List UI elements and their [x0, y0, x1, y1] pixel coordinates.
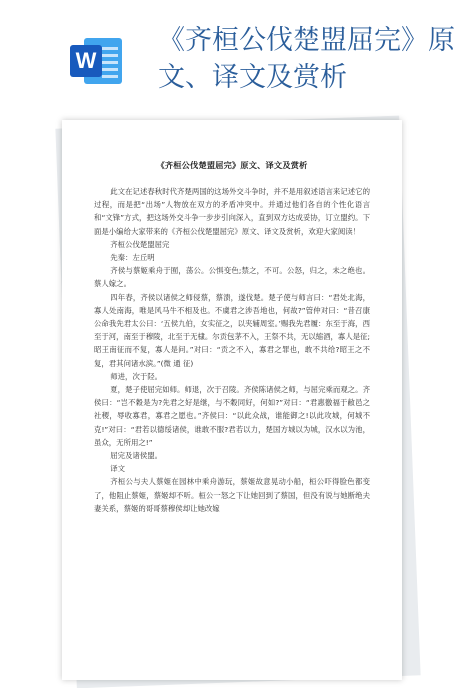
word-icon [70, 38, 122, 84]
translation-paragraph: 齐桓公与夫人蔡姬在园林中乘舟游玩，蔡姬故意晃动小船，桓公吓得脸色都变了，他阻止蔡姬，蔡姬却不听。桓公一怒之下让她回到了蔡国，但没有说与她断绝夫妻关系，蔡姬的哥哥蔡穆侯却让她改嫁 [94, 477, 370, 513]
text-paragraph: 齐侯与蔡姬乘舟于囿，荡公。公惧变色;禁之，不可。公怒，归之，未之绝也。蔡人嫁之。 [94, 266, 370, 289]
banner-title: 《齐桓公伐楚盟屈完》原文、译文及赏析 [158, 25, 455, 93]
document-page [62, 120, 402, 680]
text-paragraph: 屈完及诸侯盟。 [110, 451, 163, 461]
poem-author: 先秦：左丘明 [110, 253, 155, 263]
translation-heading: 译文 [110, 464, 126, 474]
header-banner [0, 0, 474, 118]
text-paragraph: 四年春，齐侯以诸侯之师侵蔡，蔡溃，遂伐楚。楚子使与师言曰：“君处北海，寡人处南海，唯是风马牛不相及也。不虞君之涉吾地也，何故?”管仲对曰：“昔召康公命我先君太公曰：‘五侯九伯，女实征之，以夹辅周室。’赐我先君履：东至于海，西至于河，南至于穆陵，北至于无棣。尔贡包茅不入，王祭不共，无以缩酒，寡人是征;昭王南征而不复，寡人是问。”对曰：“贡之不入，寡君之罪也，敢不共给?昭王之不复，君其问诸水滨。”(微 通 征) [94, 292, 370, 368]
document-title: 《齐桓公伐楚盟屈完》原文、译文及赏析 [156, 160, 308, 170]
poem-title: 齐桓公伐楚盟屈完 [110, 239, 170, 249]
text-paragraph: 师进，次于陉。 [110, 371, 163, 381]
word-icon-badge: W [70, 45, 102, 77]
intro-paragraph: 此文在记述春秋时代齐楚两国的这场外交斗争时，并不是用叙述语言来记述它的过程，而是把“出场”人物放在双方的矛盾冲突中。并通过他们各自的个性化语言和“文锋”方式，把这场外交斗争一步步引向深入，直到双方达成妥协，订立盟约。下面是小编给大家带来的《齐桓公伐楚盟屈完》原文、译文及赏析，欢迎大家阅读！ [94, 187, 370, 236]
text-paragraph: 夏，楚子使屈完如师。师退，次于召陵。齐侯陈诸侯之师，与屈完乘而观之。齐侯曰：“岂不穀是为?先君之好是继，与不穀同好，何如?”对曰：“君惠徼福于敝邑之社稷，辱收寡君，寡君之愿也。”齐侯曰：“以此众战，谁能御之!以此攻城，何城不克!”对曰：“君若以德绥诸侯，谁敢不服?君若以力，楚国方城以为城，汉水以为池，虽众，无所用之!” [94, 385, 370, 447]
